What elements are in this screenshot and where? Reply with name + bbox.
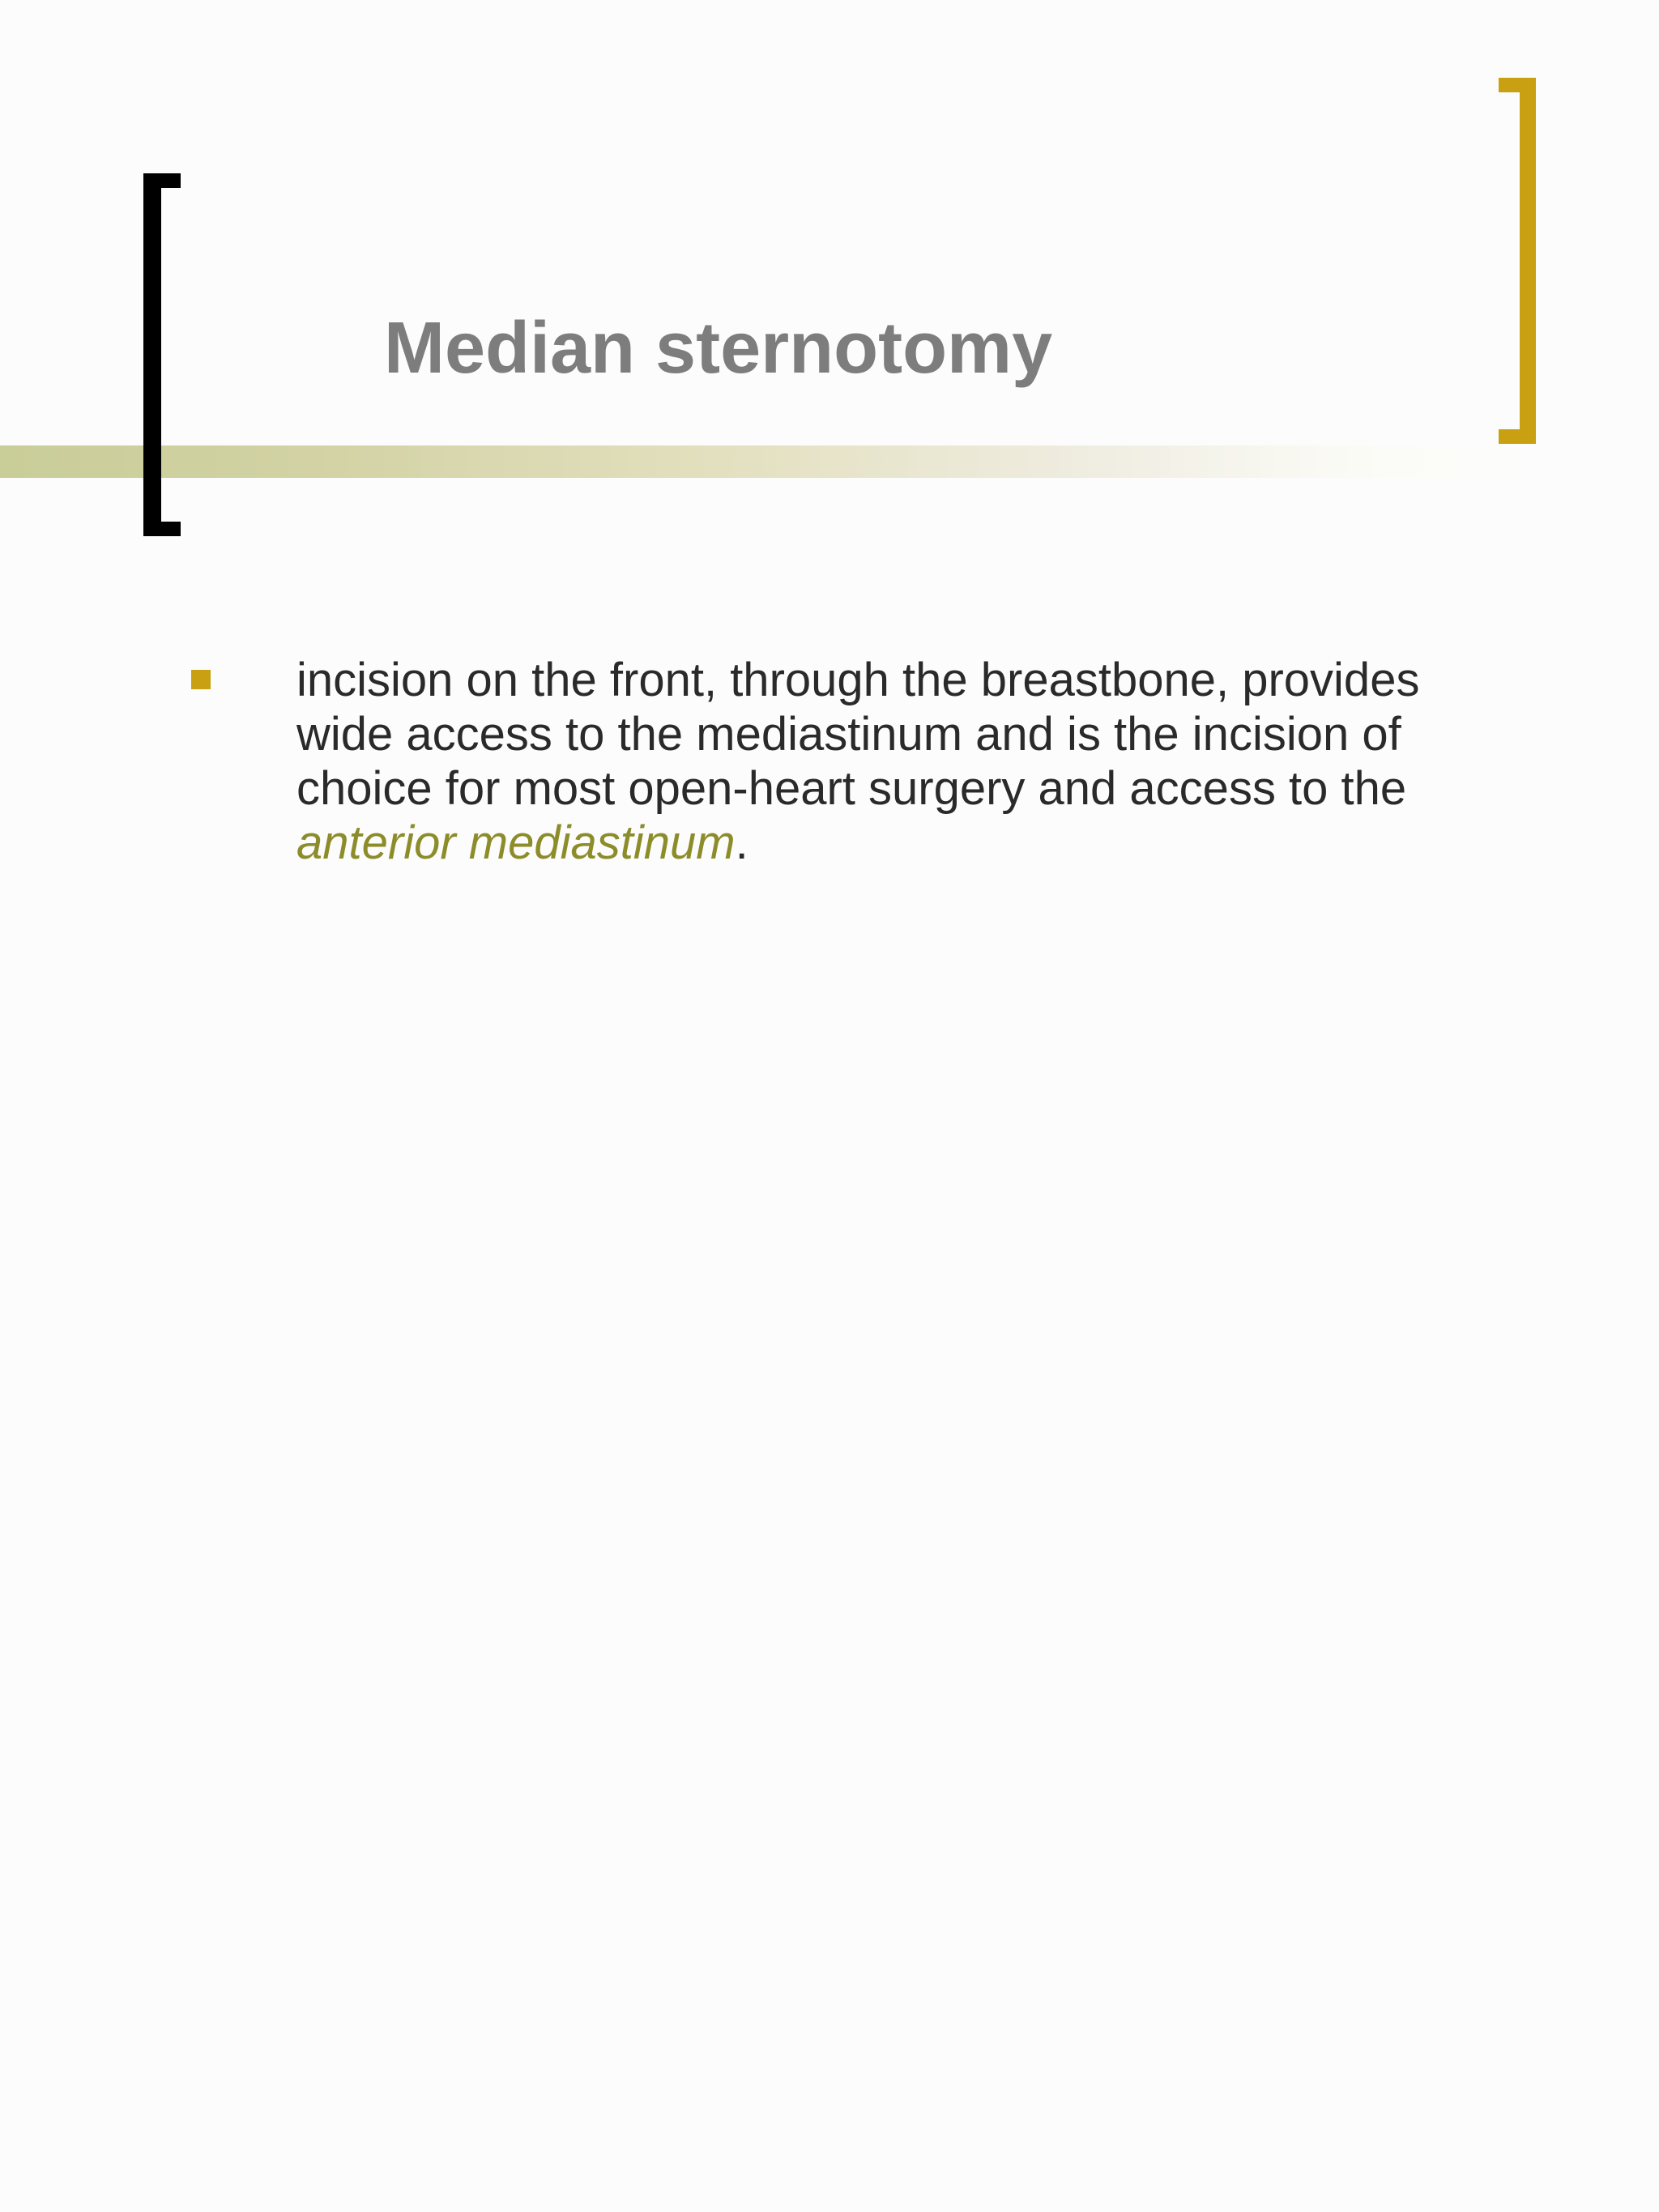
bullet-trailing-punctuation: .: [735, 816, 748, 869]
bullet-text: [296, 653, 1503, 870]
right-bracket-decoration: [1499, 78, 1536, 444]
bullet-body-text: incision on the front, through the breastbone, provides wide access to the mediastinum and is the incision of choice for most open-heart surgery and access to the: [296, 654, 1420, 815]
slide-title: Median sternotomy: [384, 308, 1053, 389]
title-gradient-band: [0, 445, 1539, 478]
square-bullet-icon: [191, 670, 211, 689]
left-bracket-decoration: [143, 173, 181, 536]
bullet-list: [191, 653, 1503, 870]
bullet-item: [191, 653, 1503, 870]
bullet-highlight-term: anterior mediastinum: [296, 816, 736, 869]
